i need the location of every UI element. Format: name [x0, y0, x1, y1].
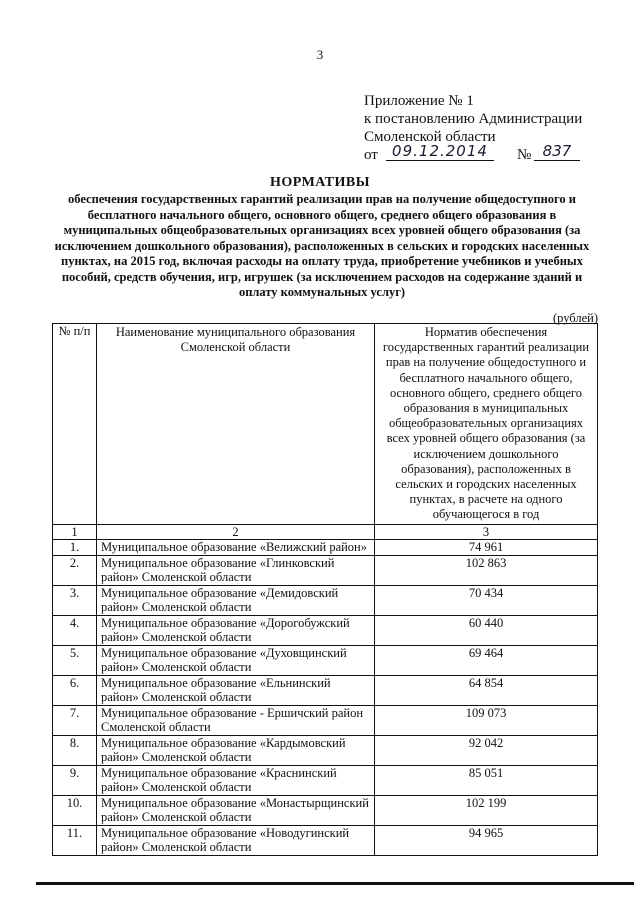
row-name: Муниципальное образование «Дорогобужский район» Смоленской области	[97, 615, 375, 645]
row-number: 2.	[53, 555, 97, 585]
units-label: (рублей)	[552, 311, 598, 325]
handwritten-number: 837	[534, 142, 580, 161]
table-row	[53, 615, 598, 645]
appendix-date-row	[364, 142, 582, 166]
row-number: 8.	[53, 735, 97, 765]
header-norm: Норматив обеспечения государственных гарантий реализации прав на получение общедоступного и бесплатного начального общего, основного общего, среднего общего образования в муниципальных общеобразовательных организациях всех уровней общего образования (за исключением дошкольного образования), расположенных в сельских и городских населенных пунктах, в расчете на одного обучающегося в год	[375, 324, 598, 525]
appendix-title: Приложение № 1	[364, 93, 474, 109]
row-name: Муниципальное образование «Монастырщинский район» Смоленской области	[97, 795, 375, 825]
header-name: Наименование муниципального образования Смоленской области	[97, 324, 375, 525]
table-header-row	[53, 324, 598, 525]
row-value: 102 863	[375, 555, 598, 585]
row-number: 1.	[53, 540, 97, 556]
header-num: № п/п	[53, 324, 97, 525]
row-number: 3.	[53, 585, 97, 615]
row-name: Муниципальное образование «Демидовский район» Смоленской области	[97, 585, 375, 615]
row-number: 11.	[53, 825, 97, 855]
row-value: 74 961	[375, 540, 598, 556]
row-value: 85 051	[375, 765, 598, 795]
table-row	[53, 540, 598, 556]
handwritten-date: 09.12.2014	[386, 142, 494, 161]
document-subtitle: обеспечения государственных гарантий реализации прав на получение общедоступного и бесплатного начального общего, основного общего, среднего общего образования в муниципальных общеобразовательных организациях всех уровней общего образования (за исключением дошкольного образования), расположенных в сельских и городских населенных пунктах, на 2015 год, включая расходы на оплату труда, приобретение учебников и учебных пособий, средств обучения, игр, игрушек (за исключением расходов на содержание зданий и оплату коммунальных услуг)	[54, 192, 590, 299]
row-name: Муниципальное образование - Ершичский район Смоленской области	[97, 705, 375, 735]
row-name: Муниципальное образование «Глинковский район» Смоленской области	[97, 555, 375, 585]
row-name: Муниципальное образование «Кардымовский район» Смоленской области	[97, 735, 375, 765]
row-name: Муниципальное образование «Духовщинский район» Смоленской области	[97, 645, 375, 675]
document-title: НОРМАТИВЫ	[270, 175, 370, 190]
row-number: 5.	[53, 645, 97, 675]
norms-table	[52, 323, 598, 856]
row-name: Муниципальное образование «Велижский район»	[97, 540, 375, 556]
row-number: 10.	[53, 795, 97, 825]
column-index: 1	[53, 524, 97, 540]
table-row	[53, 585, 598, 615]
row-number: 6.	[53, 675, 97, 705]
row-number: 4.	[53, 615, 97, 645]
column-index: 2	[97, 524, 375, 540]
table-row	[53, 555, 598, 585]
row-value: 94 965	[375, 825, 598, 855]
column-index-row	[53, 524, 598, 540]
table-row	[53, 675, 598, 705]
table-row	[53, 645, 598, 675]
table-row	[53, 825, 598, 855]
table-row	[53, 735, 598, 765]
row-value: 60 440	[375, 615, 598, 645]
appendix-block	[364, 92, 582, 166]
page-bottom-rule	[36, 882, 634, 885]
row-value: 102 199	[375, 795, 598, 825]
from-label: от	[364, 147, 378, 163]
row-number: 9.	[53, 765, 97, 795]
column-index: 3	[375, 524, 598, 540]
table-row	[53, 705, 598, 735]
row-value: 92 042	[375, 735, 598, 765]
table-row	[53, 765, 598, 795]
number-label: №	[517, 147, 532, 163]
row-value: 64 854	[375, 675, 598, 705]
row-value: 69 464	[375, 645, 598, 675]
row-value: 70 434	[375, 585, 598, 615]
row-number: 7.	[53, 705, 97, 735]
row-name: Муниципальное образование «Краснинский район» Смоленской области	[97, 765, 375, 795]
row-name: Муниципальное образование «Ельнинский район» Смоленской области	[97, 675, 375, 705]
page-number: 3	[316, 47, 324, 62]
appendix-region: Смоленской области	[364, 129, 496, 145]
appendix-resolution: к постановлению Администрации	[364, 111, 583, 127]
row-name: Муниципальное образование «Новодугинский район» Смоленской области	[97, 825, 375, 855]
table-row	[53, 795, 598, 825]
row-value: 109 073	[375, 705, 598, 735]
